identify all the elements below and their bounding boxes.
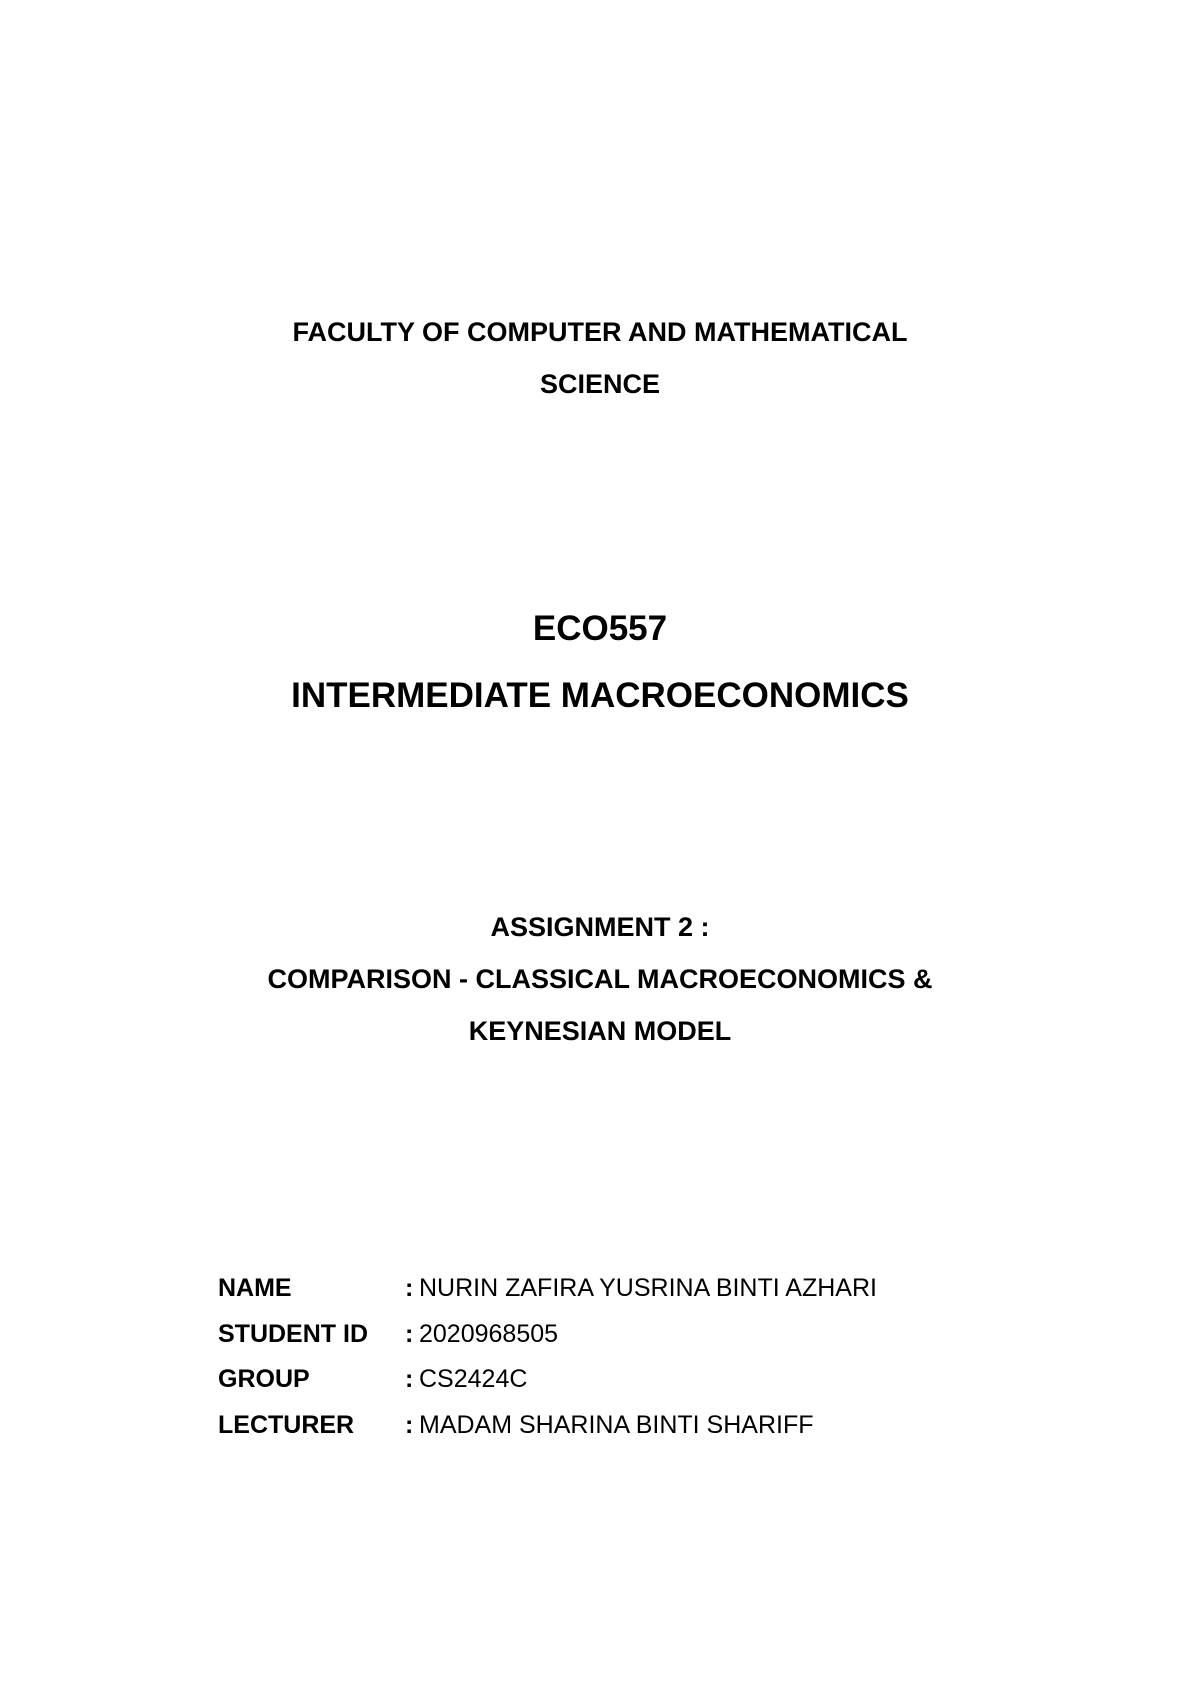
- assignment-topic-line-2: KEYNESIAN MODEL: [468, 1016, 732, 1046]
- course-code: ECO557: [532, 609, 668, 648]
- assignment-title: ASSIGNMENT 2 :: [490, 912, 710, 942]
- student-details: [218, 1274, 877, 1456]
- detail-row-group: [218, 1365, 877, 1411]
- detail-value: NURIN ZAFIRA YUSRINA BINTI AZHARI: [419, 1274, 877, 1302]
- detail-colon: :: [405, 1319, 414, 1348]
- faculty-title-line-1: FACULTY OF COMPUTER AND MATHEMATICAL: [292, 317, 908, 347]
- detail-row-student-id: [218, 1320, 877, 1366]
- detail-colon: :: [405, 1410, 414, 1439]
- detail-label: STUDENT ID: [218, 1319, 368, 1348]
- faculty-title-line-2: SCIENCE: [539, 369, 661, 399]
- detail-colon: :: [405, 1365, 414, 1393]
- detail-label: GROUP: [218, 1365, 310, 1393]
- course-name: INTERMEDIATE MACROECONOMICS: [291, 676, 909, 715]
- detail-value: CS2424C: [419, 1365, 528, 1393]
- detail-row-lecturer: [218, 1411, 877, 1457]
- assignment-topic-line-1: COMPARISON - CLASSICAL MACROECONOMICS &: [267, 964, 933, 994]
- detail-label: LECTURER: [218, 1410, 355, 1439]
- detail-value: 2020968505: [419, 1319, 559, 1348]
- detail-row-name: [218, 1274, 877, 1320]
- detail-value: MADAM SHARINA BINTI SHARIFF: [419, 1410, 814, 1439]
- detail-colon: :: [405, 1274, 414, 1302]
- detail-label: NAME: [218, 1274, 292, 1302]
